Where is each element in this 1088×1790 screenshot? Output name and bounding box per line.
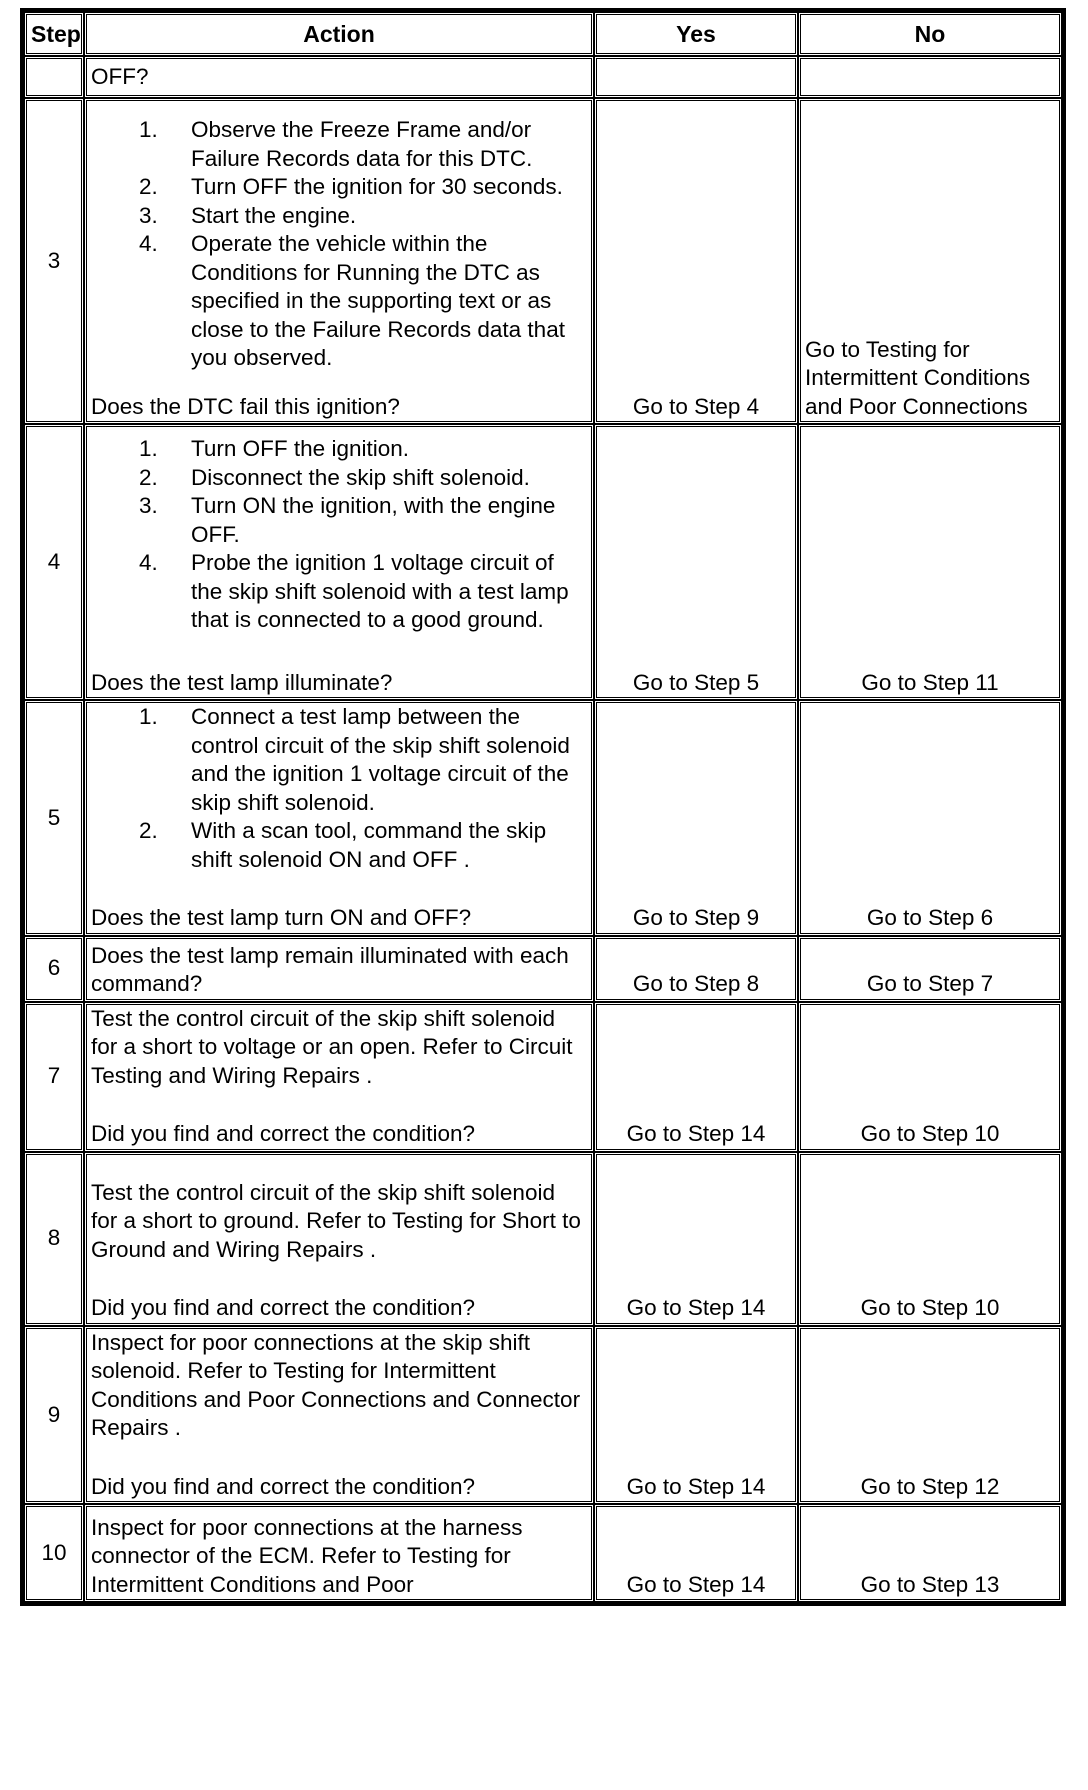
- question-text: Does the DTC fail this ignition?: [91, 393, 400, 419]
- action-text: Inspect for poor connections at the harness connector of the ECM. Refer to Testing for Intermittent Conditions and Poor: [91, 1514, 523, 1597]
- table-row: [24, 56, 1062, 98]
- table-row: [24, 936, 1062, 1002]
- step-cell: 6: [24, 936, 84, 1002]
- no-cell: Go to Step 10: [798, 1152, 1062, 1326]
- action-cell: [84, 700, 594, 936]
- step-cell: 9: [24, 1326, 84, 1505]
- question-text: Did you find and correct the condition?: [91, 1121, 475, 1146]
- table-row: [24, 700, 1062, 936]
- step-cell: 5: [24, 700, 84, 936]
- list-item: 4. Operate the vehicle within the Conditions for Running the DTC as specified in the supporting text or as close to the Failure Records data that you observed.: [139, 231, 565, 370]
- diagnostic-table: [20, 8, 1066, 1606]
- list-item: 3. Start the engine.: [139, 202, 357, 228]
- action-cell: [84, 936, 594, 1002]
- step-cell: 10: [24, 1504, 84, 1602]
- table-row: [24, 424, 1062, 700]
- list-item: 2. Disconnect the skip shift solenoid.: [139, 464, 530, 490]
- list-item: 4. Probe the ignition 1 voltage circuit of the skip shift solenoid with a test lamp that is connected to a good ground.: [139, 550, 569, 632]
- header-step: Step: [24, 12, 84, 56]
- yes-cell: Go to Step 5: [594, 424, 798, 700]
- list-item: 1. Connect a test lamp between the control circuit of the skip shift solenoid and the ignition 1 voltage circuit of the skip shift solenoid.: [139, 704, 570, 815]
- no-cell: Go to Step 7: [798, 936, 1062, 1002]
- action-text: Inspect for poor connections at the skip shift solenoid. Refer to Testing for Intermittent Conditions and Poor Connections and Connector Repairs .: [91, 1329, 581, 1440]
- action-steps-list: [91, 116, 587, 373]
- no-cell: Go to Step 6: [798, 700, 1062, 936]
- action-text: OFF?: [91, 63, 149, 89]
- yes-cell: [594, 56, 798, 98]
- question-text: Did you find and correct the condition?: [91, 1473, 475, 1499]
- table-row: [24, 1326, 1062, 1505]
- step-cell: 3: [24, 98, 84, 424]
- no-cell: Go to Step 11: [798, 424, 1062, 700]
- header-row: [24, 12, 1062, 56]
- header-action: Action: [84, 12, 594, 56]
- action-steps-list: [91, 435, 587, 635]
- yes-cell: Go to Step 8: [594, 936, 798, 1002]
- action-cell: [84, 1326, 594, 1505]
- yes-cell: Go to Step 14: [594, 1326, 798, 1505]
- list-item: 1. Observe the Freeze Frame and/or Failure Records data for this DTC.: [139, 117, 533, 171]
- list-item: 2. With a scan tool, command the skip shift solenoid ON and OFF .: [139, 818, 547, 872]
- step-cell: [24, 56, 84, 98]
- list-item: 1. Turn OFF the ignition.: [139, 436, 410, 461]
- table-row: [24, 1002, 1062, 1152]
- action-cell: [84, 424, 594, 700]
- action-cell: [84, 98, 594, 424]
- action-cell: [84, 1504, 594, 1602]
- diagnostic-table-page: [20, 8, 1058, 1780]
- no-cell: Go to Step 10: [798, 1002, 1062, 1152]
- action-cell: [84, 1002, 594, 1152]
- yes-cell: Go to Step 14: [594, 1504, 798, 1602]
- action-cell: [84, 1152, 594, 1326]
- no-cell: Go to Step 13: [798, 1504, 1062, 1602]
- table-row: [24, 98, 1062, 424]
- step-cell: 4: [24, 424, 84, 700]
- action-steps-list: [91, 703, 587, 874]
- question-text: Does the test lamp remain illuminated with each command?: [91, 942, 569, 996]
- no-cell: [798, 56, 1062, 98]
- yes-cell: Go to Step 14: [594, 1152, 798, 1326]
- yes-cell: Go to Step 4: [594, 98, 798, 424]
- question-text: Does the test lamp illuminate?: [91, 669, 393, 695]
- yes-cell: Go to Step 9: [594, 700, 798, 936]
- no-cell: Go to Testing for Intermittent Conditions and Poor Connections: [798, 98, 1062, 424]
- action-cell: [84, 56, 594, 98]
- no-cell: Go to Step 12: [798, 1326, 1062, 1505]
- question-text: Does the test lamp turn ON and OFF?: [91, 905, 472, 930]
- step-cell: 8: [24, 1152, 84, 1326]
- action-text: Test the control circuit of the skip shift solenoid for a short to ground. Refer to Testing for Short to Ground and Wiring Repairs .: [91, 1179, 581, 1262]
- header-yes: Yes: [594, 12, 798, 56]
- header-no: No: [798, 12, 1062, 56]
- list-item: 2. Turn OFF the ignition for 30 seconds.: [139, 174, 563, 199]
- action-text: Test the control circuit of the skip shift solenoid for a short to voltage or an open. Refer to Circuit Testing and Wiring Repairs .: [91, 1005, 573, 1088]
- step-cell: 7: [24, 1002, 84, 1152]
- yes-cell: Go to Step 14: [594, 1002, 798, 1152]
- question-text: Did you find and correct the condition?: [91, 1295, 475, 1320]
- table-row: [24, 1152, 1062, 1326]
- list-item: 3. Turn ON the ignition, with the engine OFF.: [139, 493, 556, 547]
- table-row: [24, 1504, 1062, 1602]
